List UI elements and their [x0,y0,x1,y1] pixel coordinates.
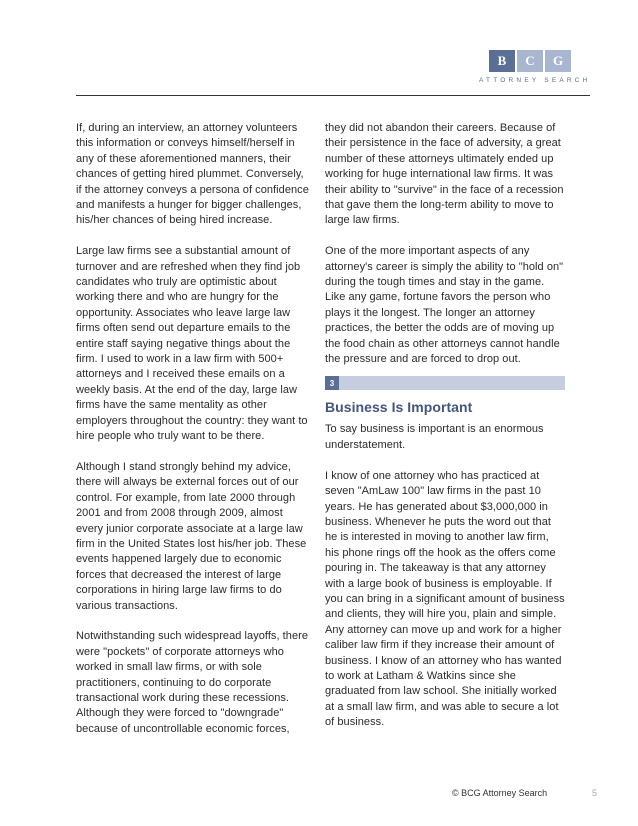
left-column [76,121,312,737]
paragraph: Large law firms see a substantial amount of turnover and are refreshed when they find job candidates who truly are optimistic about working there and who are hungry for the opportunity. Associates who leave large law firms often send out departure emails to the entire staff saying negative things about the firm. I used to work in a law firm with 500+ attorneys and I received these emails on a weekly basis. At the end of the day, large law firms have the same mentality as other employers throughout the country: they want to hire people who truly want to be there. [76,245,308,443]
logo-letter-c: C [517,50,543,72]
logo-letter-b: B [489,50,515,72]
brand-logo [479,50,591,84]
paragraph: Although I stand strongly behind my advice, there will always be external forces out of our control. For example, from late 2000 through 2001 and from 2008 through 2009, almost every junior corporate associate at a large law firm in the United States lost his/her job. These events happened largely due to economic forces that decreased the interest of large corporations in hiring large law firms to do various transactions. [76,460,307,612]
right-column [325,121,565,731]
logo-subtitle: ATTORNEY SEARCH [479,77,591,84]
header-divider [76,95,590,96]
paragraph: Notwithstanding such widespread layoffs, there were "pockets" of corporate attorneys who worked in small law firms, or with sole practitioners, continuing to do corporate transactional work during these recessions. Although they were forced to "downgrade" because of uncontrollable economic forces, [76,630,309,735]
paragraph: they did not abandon their careers. Because of their persistence in the face of adversity, a great number of these attorneys ultimately ended up working for huge international law firms. It was their ability to "survive" in the face of a recession that gave them the long-term ability to move to large law firms. [325,122,564,227]
logo-letter-g: G [545,50,571,72]
page-number: 5 [592,788,598,798]
paragraph: I know of one attorney who has practiced at seven "AmLaw 100" law firms in the past 10 years. He has generated about $3,000,000 in business. Whenever he puts the word out that he is interested in moving to another law firm, his phone rings off the hook as the offers come pouring in. The takeaway is that any attorney with a large book of business is employable. If you can bring in a significant amount of business and clients, they will hire you, plain and simple. Any attorney can move up and work for a higher caliber law firm if they increase their amount of business. I know of an attorney who has wanted to work at Latham & Watkins since she graduated from law school. She initially worked at a small law firm, and was able to secure a lot of business. [325,469,565,729]
logo-letters [489,50,591,72]
section-title: Business Is Important [325,399,473,416]
footer-copyright: © BCG Attorney Search [452,788,548,798]
paragraph: If, during an interview, an attorney volunteers this information or conveys himself/herself in any of these aforementioned manners, their chances of getting hired plummet. Conversely, if the attorney conveys a persona of confidence and manifests a hunger for bigger challenges, his/her chances of being hired increase. [76,122,309,227]
section-number: 3 [325,376,339,390]
paragraph: To say business is important is an enormous understatement. [325,423,544,451]
section-bar [325,376,565,390]
paragraph: One of the more important aspects of any attorney's career is simply the ability to "hold on" during the tough times and stay in the game. Like any game, fortune favors the person who plays it the longest. The longer an attorney practices, the better the odds are of moving up the food chain as other attorneys cannot handle the pressure and are forced to drop out. [325,245,564,366]
